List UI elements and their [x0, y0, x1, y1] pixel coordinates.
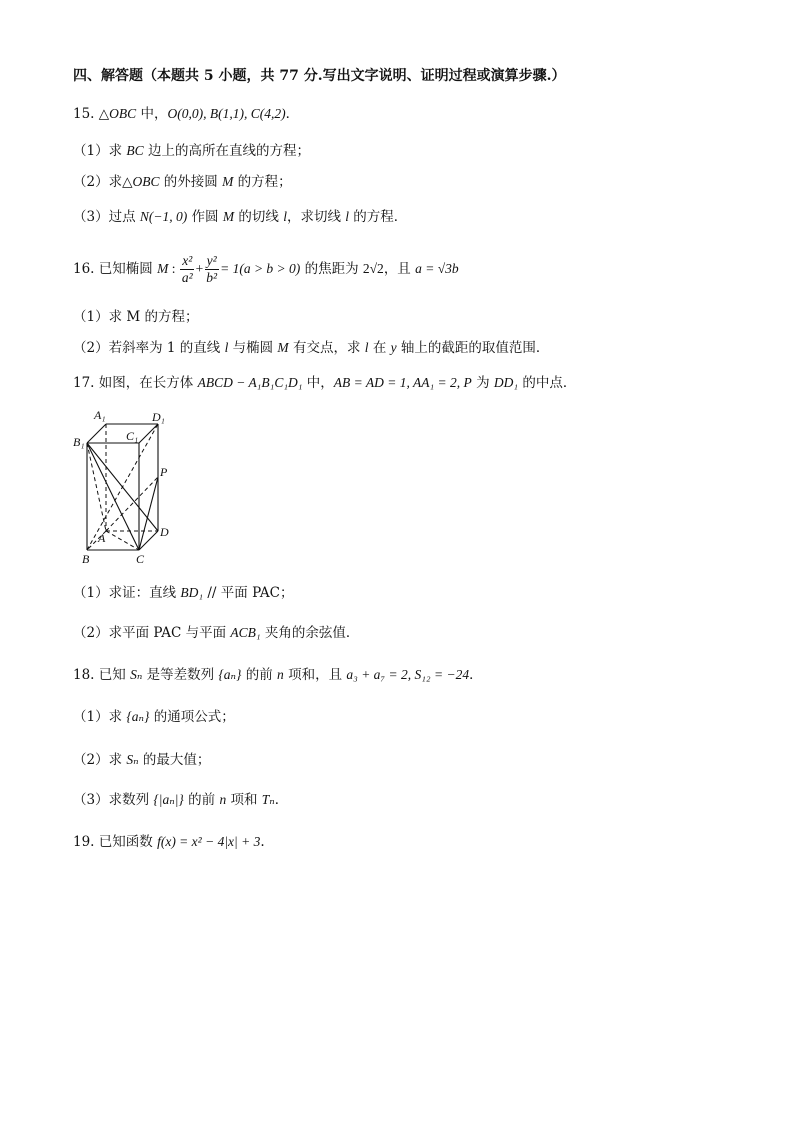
q18-part1	[73, 707, 235, 727]
q19-text-a: 已知函数	[98, 834, 158, 850]
q16-p2-d: 在	[368, 340, 391, 356]
q15-part1	[73, 141, 310, 161]
q16-focal: 2√2	[362, 261, 384, 276]
q15-p2-var2: M	[222, 174, 234, 189]
q16-p2-c: 有交点，求	[288, 340, 365, 356]
q17-text-a: 如图，在长方体	[98, 375, 198, 391]
q16-frac-y-num: y²	[206, 253, 217, 268]
q15-p3-prefix: （3）过点	[73, 209, 140, 225]
q18-p3-d: ．	[274, 792, 289, 808]
label-B: B	[82, 552, 90, 565]
q18-condition: a₃ + a₇ = 2, S₁₂ = −24	[346, 667, 470, 682]
q15-part3	[73, 207, 407, 227]
q18-p3-n: n	[219, 792, 227, 807]
label-C: C	[136, 552, 145, 565]
q18-p2-a: （2）求	[73, 752, 127, 768]
label-A1: A₁	[94, 408, 106, 422]
label-C1: C₁	[126, 429, 139, 443]
q16-text-b: 的焦距为	[300, 261, 363, 277]
q15-p2-mid: 的外接圆	[159, 174, 223, 190]
q16-p2-y: y	[390, 340, 397, 355]
q15-p3-var2: l	[283, 209, 287, 224]
label-D: D	[160, 525, 169, 539]
q16-frac-x	[180, 253, 195, 286]
q17-p1-b: // 平面 PAC；	[203, 585, 294, 601]
q15-p3-var3: l	[345, 209, 350, 224]
q18-p1-seq: {aₙ}	[126, 709, 150, 724]
q15-p3-var: M	[222, 209, 235, 224]
q18-n: n	[277, 667, 284, 682]
q18-seq: {aₙ}	[218, 667, 242, 682]
label-A: A	[98, 531, 106, 545]
q16-relation: a = √3b	[415, 261, 459, 276]
q18-p3-seq: {|aₙ|}	[153, 792, 184, 807]
q18-text-a: 已知	[98, 667, 131, 683]
q15-p3-mid: 作圆	[187, 209, 223, 225]
q16-frac-y-den: b²	[206, 270, 218, 285]
q17-p1-a: （1）求证：直线	[73, 585, 181, 601]
q15-end: ．	[285, 106, 300, 122]
q18-p3-c: 项和	[226, 792, 262, 808]
q18-p2-sn: Sₙ	[126, 752, 139, 767]
q18-p3-a: （3）求数列	[73, 792, 154, 808]
q15-p3-point: N(−1, 0)	[139, 209, 188, 224]
q17-number: 17.	[73, 375, 95, 391]
q15-p2-text: 的方程；	[233, 174, 292, 190]
q17-part1	[73, 583, 294, 603]
q18-part2	[73, 750, 210, 770]
q18-part3	[73, 790, 288, 810]
q15-stem	[73, 104, 299, 124]
q16-p2-e: 轴上的截距的取值范围．	[396, 340, 550, 356]
q17-part2	[73, 623, 359, 643]
q16-p2-l2: l	[364, 340, 369, 355]
q16-frac-x-num: x²	[182, 253, 193, 268]
label-B1: B₁	[73, 435, 85, 449]
q17-p2-b: 夹角的余弦值．	[260, 625, 360, 641]
q18-p3-tn: Tₙ	[261, 792, 275, 807]
q15-text: 中，	[136, 106, 168, 122]
q18-sn: Sₙ	[130, 667, 143, 682]
q16-p2-b: 与椭圆	[228, 340, 278, 356]
q15-triangle: △	[98, 106, 110, 122]
q17-segment: DD₁	[493, 375, 519, 390]
q18-number: 18.	[73, 667, 95, 683]
q15-number: 15.	[73, 106, 95, 122]
q16-text-a: 已知椭圆	[98, 261, 158, 277]
q18-p3-b: 的前	[183, 792, 220, 808]
label-P: P	[160, 465, 168, 479]
section-heading: 四、解答题（本题共 5 小题，共 77 分.写出文字说明、证明过程或演算步骤.）	[73, 68, 566, 84]
q16-frac-x-den: a²	[181, 270, 193, 285]
q16-text-c: ，且	[383, 261, 416, 277]
q15-p3-mid2: 的切线	[234, 209, 284, 225]
cuboid-figure	[70, 405, 180, 565]
q15-p3-mid3: ，求切线	[286, 209, 346, 225]
q15-part2	[73, 172, 292, 192]
q15-points: O(0,0), B(1,1), C(4,2)	[167, 106, 286, 121]
q16-part2	[73, 338, 549, 358]
q16-var: M	[157, 261, 169, 276]
q16-number: 16.	[73, 261, 95, 277]
q16-p2-a: （2）若斜率为 1 的直线	[73, 340, 225, 356]
q15-p1-prefix: （1）求	[73, 143, 127, 159]
q19-text-b: .	[260, 834, 265, 850]
q18-p2-b: 的最大值；	[138, 752, 211, 768]
q17-p1-seg: BD₁	[180, 585, 204, 600]
q16-stem	[73, 252, 459, 286]
q17-condition: AB = AD = 1, AA₁ = 2, P	[333, 375, 472, 390]
q18-text-b: 是等差数列	[142, 667, 219, 683]
q18-p1-b: 的通项公式；	[149, 709, 235, 725]
q19-function: f(x) = x² − 4|x| + 3	[157, 834, 261, 849]
q15-p1-text: 边上的高所在直线的方程；	[143, 143, 310, 159]
q17-p2-a: （2）求平面 PAC 与平面	[73, 625, 231, 641]
q17-text-c: 为	[471, 375, 494, 391]
q15-p3-text: 的方程．	[349, 209, 408, 225]
q16-condition: = 1(a > b > 0)	[220, 261, 301, 276]
label-D1: D₁	[152, 410, 165, 424]
q18-stem	[73, 665, 483, 685]
q15-triangle-name: OBC	[109, 106, 137, 121]
q15-p2-var: OBC	[132, 174, 160, 189]
q16-p2-l: l	[224, 340, 229, 355]
q15-p1-var: BC	[126, 143, 144, 158]
q16-plus: +	[195, 261, 204, 276]
q17-p2-plane: ACB₁	[230, 625, 261, 640]
q17-text-b: 中，	[302, 375, 334, 391]
q18-text-e: ．	[469, 667, 483, 683]
q19-stem	[73, 832, 265, 852]
q17-solid: ABCD − A₁B₁C₁D₁	[197, 375, 303, 390]
q17-text-d: 的中点．	[518, 375, 577, 391]
q16-p2-m: M	[277, 340, 289, 355]
q16-colon: :	[168, 261, 179, 276]
q15-p2-prefix: （2）求△	[73, 174, 133, 190]
q18-text-c: 的前	[241, 667, 278, 683]
q18-p1-a: （1）求	[73, 709, 127, 725]
q16-frac-y	[204, 253, 219, 286]
q18-text-d: 项和，且	[283, 667, 347, 683]
q16-part1: （1）求 M 的方程；	[73, 309, 199, 325]
q17-stem	[73, 373, 576, 393]
q19-number: 19.	[73, 834, 95, 850]
